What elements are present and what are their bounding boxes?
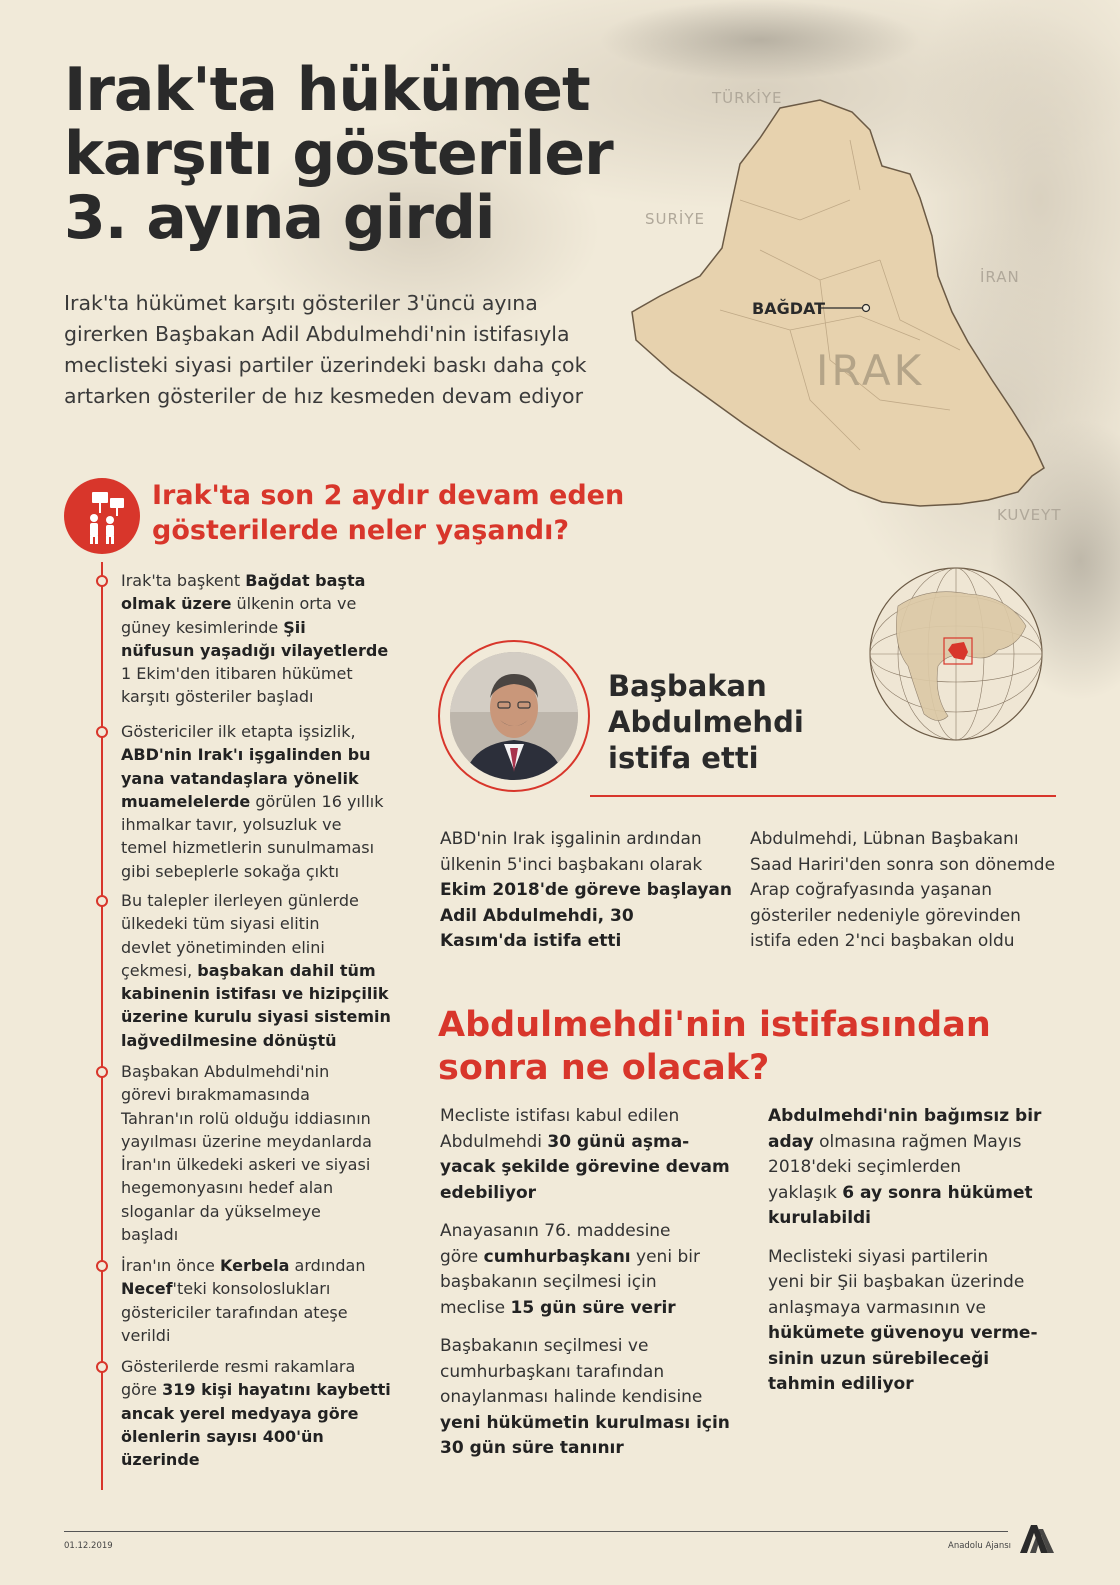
map-label-iran: İRAN [980, 268, 1020, 286]
map-label-syria: SURİYE [645, 210, 705, 228]
footer-agency-name: Anadolu Ajansı [948, 1541, 1012, 1551]
map-label-kuwait: KUVEYT [997, 506, 1062, 524]
timeline-item-4: Başbakan Abdulmehdi'nin görevi bırakmamasında Tahran'ın rolü olduğu iddiasının yayılması üzerine meydanlarda İran'ın ülkedeki askeri ve siyasi hegemonyasını hedef alan sloganlar da yükselmeye başladı [121, 1062, 372, 1245]
timeline-dot [96, 575, 108, 587]
footer-date: 01.12.2019 [64, 1541, 113, 1551]
page-title: Irak'ta hükümet karşıtı gösteriler 3. ayına girdi [64, 55, 613, 253]
section2-title: Abdulmehdi'nin istifasından sonra ne olacak? [438, 1005, 991, 1088]
map-label-baghdad: BAĞDAT [752, 299, 826, 318]
baghdad-marker [863, 305, 870, 312]
timeline-dot [96, 895, 108, 907]
pm-title: Başbakan Abdulmehdi istifa etti [608, 669, 804, 775]
timeline-item-1: Irak'ta başkent Bağdat başta olmak üzere ülkenin orta ve güney kesimlerinde Şii nüfusun yaşadığı vilayetlerde 1 Ekim'den itibaren hükümet karşıtı gösteriler başladı [121, 571, 389, 707]
map-label-iraq: IRAK [816, 346, 925, 395]
intro-paragraph: Irak'ta hükümet karşıtı gösteriler 3'üncü ayına girerken Başbakan Adil Abdulmehdi'nin istifasıyla meclisteki siyasi partiler üzerindeki baskı daha çok artarken gösteriler de hız kesmeden devam ediyor [64, 291, 587, 408]
section1-title: Irak'ta son 2 aydır devam eden gösterilerde neler yaşandı? [152, 480, 625, 546]
aa-logo-icon [1018, 1521, 1056, 1555]
section2-left-column: Mecliste istifası kabul edilen Abdulmehdi 30 günü aşma- yacak şekilde görevine devam edebiliyor Anayasanın 76. maddesine göre cumhurbaşkanı yeni bir başbakanın seçilmesi için meclise 15 gün süre verir Başbakanın seçilmesi ve cumhurbaşkanı tarafından onaylanması halinde kendisine yeni hükümetin kurulması için 30 gün süre tanınır [440, 1106, 730, 1458]
timeline-item-6: Gösterilerde resmi rakamlara göre 319 kişi hayatını kaybetti ancak yerel medyaya göre ölenlerin sayısı 400'ün üzerinde [121, 1357, 391, 1470]
map-label-turkey: TÜRKİYE [712, 89, 783, 107]
footer-divider [64, 1531, 1008, 1532]
pm-right-column: Abdulmehdi, Lübnan Başbakanı Saad Hariri'den sonra son dönemde Arap coğrafyasında yaşanan gösteriler nedeniyle görevinden istifa eden 2'nci başbakan oldu [750, 829, 1056, 951]
pm-photo [450, 652, 578, 780]
globe-locator [868, 566, 1044, 742]
iraq-shape [632, 100, 1044, 506]
timeline-item-2: Göstericiler ilk etapta işsizlik, ABD'nin Irak'ı işgalinden bu yana vatandaşlara yönelik muamelelerde görülen 16 yıllık ihmalkar tavır, yolsuzluk ve temel hizmetlerin sunulmaması gibi sebeplerle sokağa çıktı [121, 722, 384, 881]
iraq-map [620, 80, 1060, 540]
timeline-dot [96, 1066, 108, 1078]
timeline-dot [96, 1260, 108, 1272]
timeline-item-5: İran'ın önce Kerbela ardından Necef'teki konsoloslukları göstericiler tarafından ateşe verildi [121, 1256, 366, 1345]
timeline-line [101, 562, 103, 1490]
pm-divider [590, 795, 1056, 797]
timeline-dot [96, 1361, 108, 1373]
timeline-dot [96, 726, 108, 738]
pm-left-column: ABD'nin Irak işgalinin ardından ülkenin 5'inci başbakanı olarak Ekim 2018'de göreve başlayan Adil Abdulmehdi, 30 Kasım'da istifa etti [440, 829, 732, 951]
section2-right-column: Abdulmehdi'nin bağımsız bir aday olmasına rağmen Mayıs 2018'deki seçimlerden yaklaşık 6 ay sonra hükümet kurulabildi Meclisteki siyasi partilerin yeni bir Şii başbakan üzerinde anlaşmaya varmasının ve hükümete güvenoyu verme- sinin uzun sürebileceği tahmin ediliyor [768, 1106, 1042, 1394]
timeline-item-3: Bu talepler ilerleyen günlerde ülkedeki tüm siyasi elitin devlet yönetiminden elini çekmesi, başbakan dahil tüm kabinenin istifası ve hizipçilik üzerine kurulu siyasi sistemin lağvedilmesine dönüştü [121, 891, 391, 1050]
protest-icon [64, 478, 140, 554]
